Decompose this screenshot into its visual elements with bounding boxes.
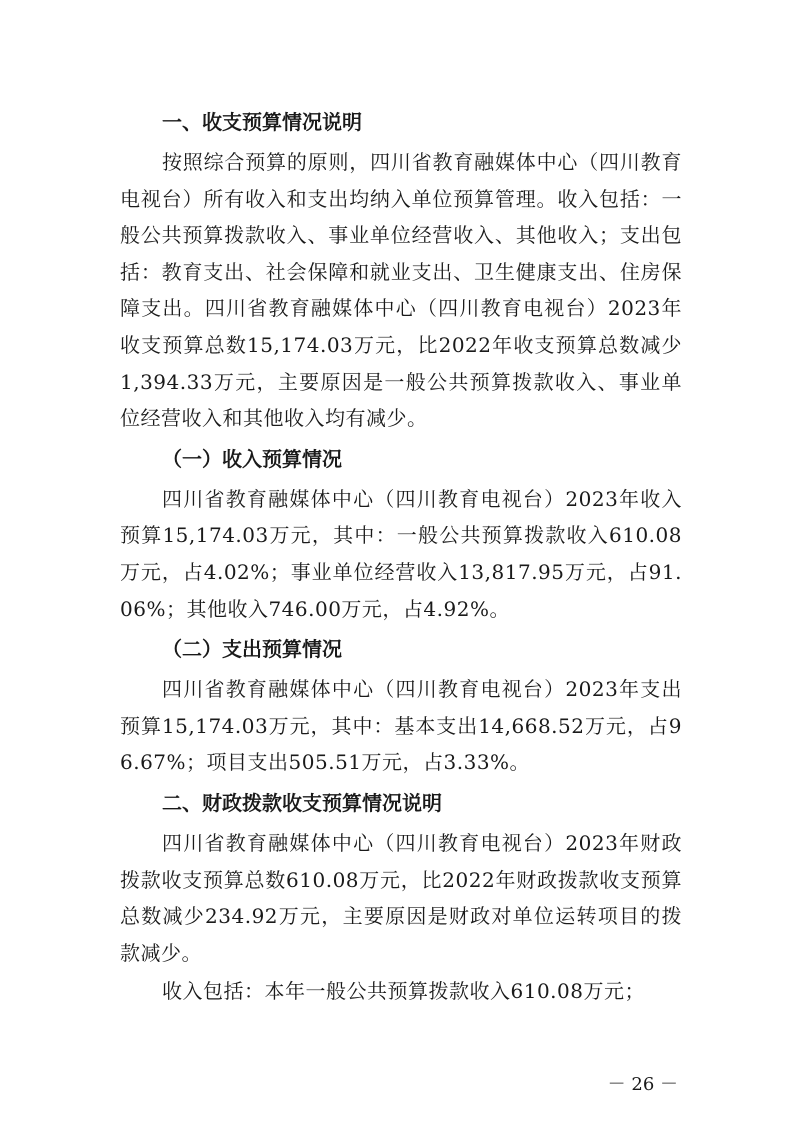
paragraph-income-includes: 收入包括：本年一般公共预算拨款收入610.08万元； [162,979,645,1004]
paragraph-expenditure: 四川省教育融媒体中心（四川教育电视台）2023年支出预算15,174.03万元，其中：基本支出14,668.52万元，占96.67%；项目支出505.51万元，占3.33%。 [120,677,682,775]
subsection-heading-income: （一）收入预算情况 [162,446,342,471]
paragraph-fiscal-appropriation: 四川省教育融媒体中心（四川教育电视台）2023年财政拨款收支预算总数610.08万元，比2022年财政拨款收支预算总数减少234.92万元，主要原因是财政对单位运转项目的拨款减少。 [120,830,682,965]
page-number: － 26 － [607,1074,678,1095]
paragraph-budget-overview: 按照综合预算的原则，四川省教育融媒体中心（四川教育电视台）所有收入和支出均纳入单位预算管理。收入包括：一般公共预算拨款收入、事业单位经营收入、其他收入；支出包括：教育支出、社会保障和就业支出、卫生健康支出、住房保障支出。四川省教育融媒体中心（四川教育电视台）2023年收支预算总数15,174.03万元，比2022年收支预算总数减少1,394.33万元，主要原因是一般公共预算拨款收入、事业单位经营收入和其他收入均有减少。 [120,150,682,431]
section-heading-fiscal-appropriation: 二、财政拨款收支预算情况说明 [162,790,442,815]
subsection-heading-expenditure: （二）支出预算情况 [162,637,342,662]
section-heading-budget-overview: 一、收支预算情况说明 [162,110,362,134]
document-body [120,100,682,1010]
paragraph-income: 四川省教育融媒体中心（四川教育电视台）2023年收入预算15,174.03万元，其中：一般公共预算拨款收入610.08万元，占4.02%；事业单位经营收入13,817.95万元，占91.06%；其他收入746.00万元，占4.92%。 [120,486,682,621]
